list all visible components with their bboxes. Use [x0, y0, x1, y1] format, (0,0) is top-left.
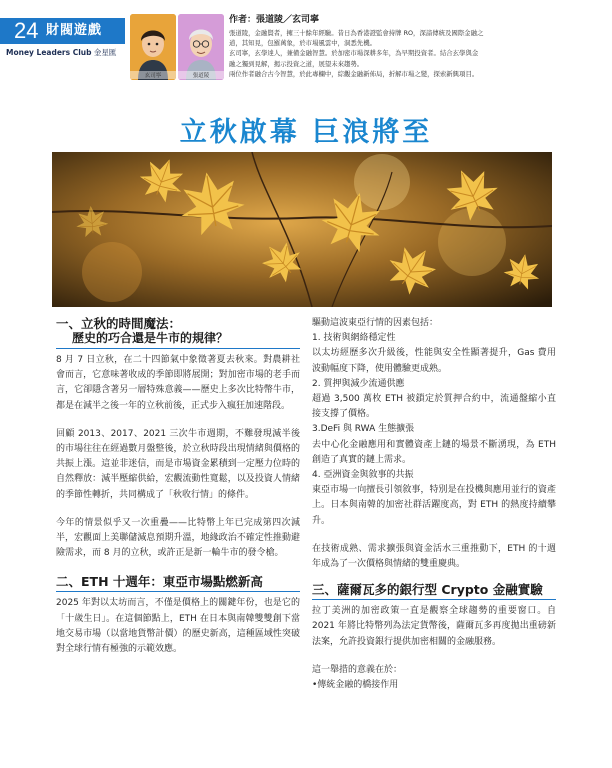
list-item-text: 去中心化金融應用和實體資產上鏈的場景不斷湧現，為 ETH 創造了真實的鏈上需求。: [312, 439, 556, 465]
author-line: 張道陵，金融賢者，擁三十餘年經驗。昔日為香港證監會持牌 RO，深諳傳統及國際金融之: [229, 29, 484, 37]
list-item-title: 2. 質押與減少流通供應: [312, 378, 405, 389]
author-avatar-icon: [130, 14, 176, 80]
article-title: 立秋啟幕 巨浪將至: [179, 117, 433, 148]
page-number: 24: [14, 18, 39, 43]
author-line: 融之獨到見解，揭示投資之道，展望未來趨勢。: [229, 59, 364, 68]
paragraph: 這一舉措的意義在於：: [312, 664, 403, 675]
list-item-title: 4. 亞洲資金與敘事的共振: [312, 470, 414, 481]
author-title: 作者：張道陵／玄司寧: [229, 15, 320, 25]
club-name: [6, 47, 116, 58]
paragraph: 回顧 2013、2017、2021 三次牛市週期，不難發現減半後的市場往往在經過數月盤整後，於立秋時段出現情緒與價格的共振上漲。這並非迷信，而是市場資金累積到一定壓力位時的自然釋放：減半壓縮供給，宏觀流動性寬鬆，以及投資人情緒的季節性轉折，共同構成了「秋收行情」的條件。: [56, 428, 300, 500]
section-2-heading: 二、ETH 十週年：東亞市場點燃新高: [56, 574, 300, 592]
author-bio: [229, 12, 609, 79]
author-line: 玄司寧，玄學達人，兼備金融智慧。於加密市場深耕多年，為早期投資者。結合玄學與金: [229, 49, 479, 58]
bullet-item: •傳統金融的橋接作用: [312, 680, 399, 691]
page-header: [0, 0, 612, 100]
paragraph: 驅動這波東亞行情的因素包括：: [312, 318, 439, 328]
section-1-subheading: 歷史的巧合還是牛市的規律？: [56, 331, 300, 349]
page-number-bar: [0, 18, 125, 44]
club-name-en: Money Leaders Club: [6, 48, 92, 57]
paragraph: 今年的情景似乎又一次重疊——比特幣上年已完成第四次減半，宏觀面上美聯儲減息預期升溫，地緣政治不確定性推動避險需求，而 8 月的立秋，或許正是新一輪牛市的發令槍。: [56, 517, 300, 559]
avatar-name: 張道陵: [178, 71, 224, 79]
author-line: 道，其知見，包羅萬象，於市場風雲中，洞悉先機。: [229, 39, 376, 48]
left-column: [56, 316, 300, 657]
section-3-heading: 三、薩爾瓦多的銀行型 Crypto 金融實驗: [312, 582, 556, 600]
author-line: 兩位作者融合古今智慧，於此專欄中，綜觀金融新佈局，折解市場之變，探索新興項目。: [229, 69, 479, 78]
paragraph: 拉丁美洲的加密政策一直是觀察全球趨勢的重要窗口。自 2021 年將比特幣列為法定貨幣後，薩爾瓦多再度拋出重磅新法案，允許投資銀行提供加密相關的金融服務。: [312, 606, 556, 647]
paragraph: 在技術成熟、需求擴張與資金活水三重推動下，ETH 的十週年成為了一次價格與情緒的雙重慶典。: [312, 543, 556, 570]
paragraph: 8 月 7 日立秋，在二十四節氣中象徵著夏去秋來。對農耕社會而言，它意味著收成的季節即將展開；對加密市場的老手而言，它卻隱含著另一層特殊意義——歷史上多次比特幣牛市，都是在減半之後一年的立秋前後，正式步入瘋狂加速階段。: [56, 355, 300, 411]
paragraph: 2025 年對以太坊而言，不僅是價格上的關鍵年份，也是它的「十歲生日」。在這個節點上，ETH 在日本與南韓雙雙創下當地交易市場（以當地貨幣計價）的歷史新高，這種區域性突破對全球行情有極強的示範效應。: [56, 598, 300, 655]
autumn-leaves-photo: [52, 152, 552, 307]
list-item-text: 超過 3,500 萬枚 ETH 被鎖定於質押合約中，流通盤縮小直接支撐了價格。: [312, 394, 556, 420]
section-label: 財閥遊戲: [46, 23, 103, 38]
club-name-zh: 金星匯: [93, 48, 117, 57]
right-column: [312, 316, 556, 693]
avatar-name: 玄司寧: [130, 71, 176, 79]
author-avatar-icon: [178, 14, 224, 80]
section-1-heading: 一、立秋的時間魔法：: [56, 316, 182, 331]
list-item-title: 3.DeFi 與 RWA 生態擴張: [312, 424, 415, 435]
list-item-title: 1. 技術與網絡穩定性: [312, 333, 396, 344]
list-item-text: 以太坊經歷多次升級後，性能與安全性顯著提升，Gas 費用波動幅度下降，使用體驗更成熟。: [312, 348, 556, 374]
list-item-text: 東亞市場一向擅長引領敘事，特別是在投機與應用並行的資產上。日本與南韓的加密社群活躍度高，對 ETH 的熱度持續攀升。: [312, 485, 556, 526]
